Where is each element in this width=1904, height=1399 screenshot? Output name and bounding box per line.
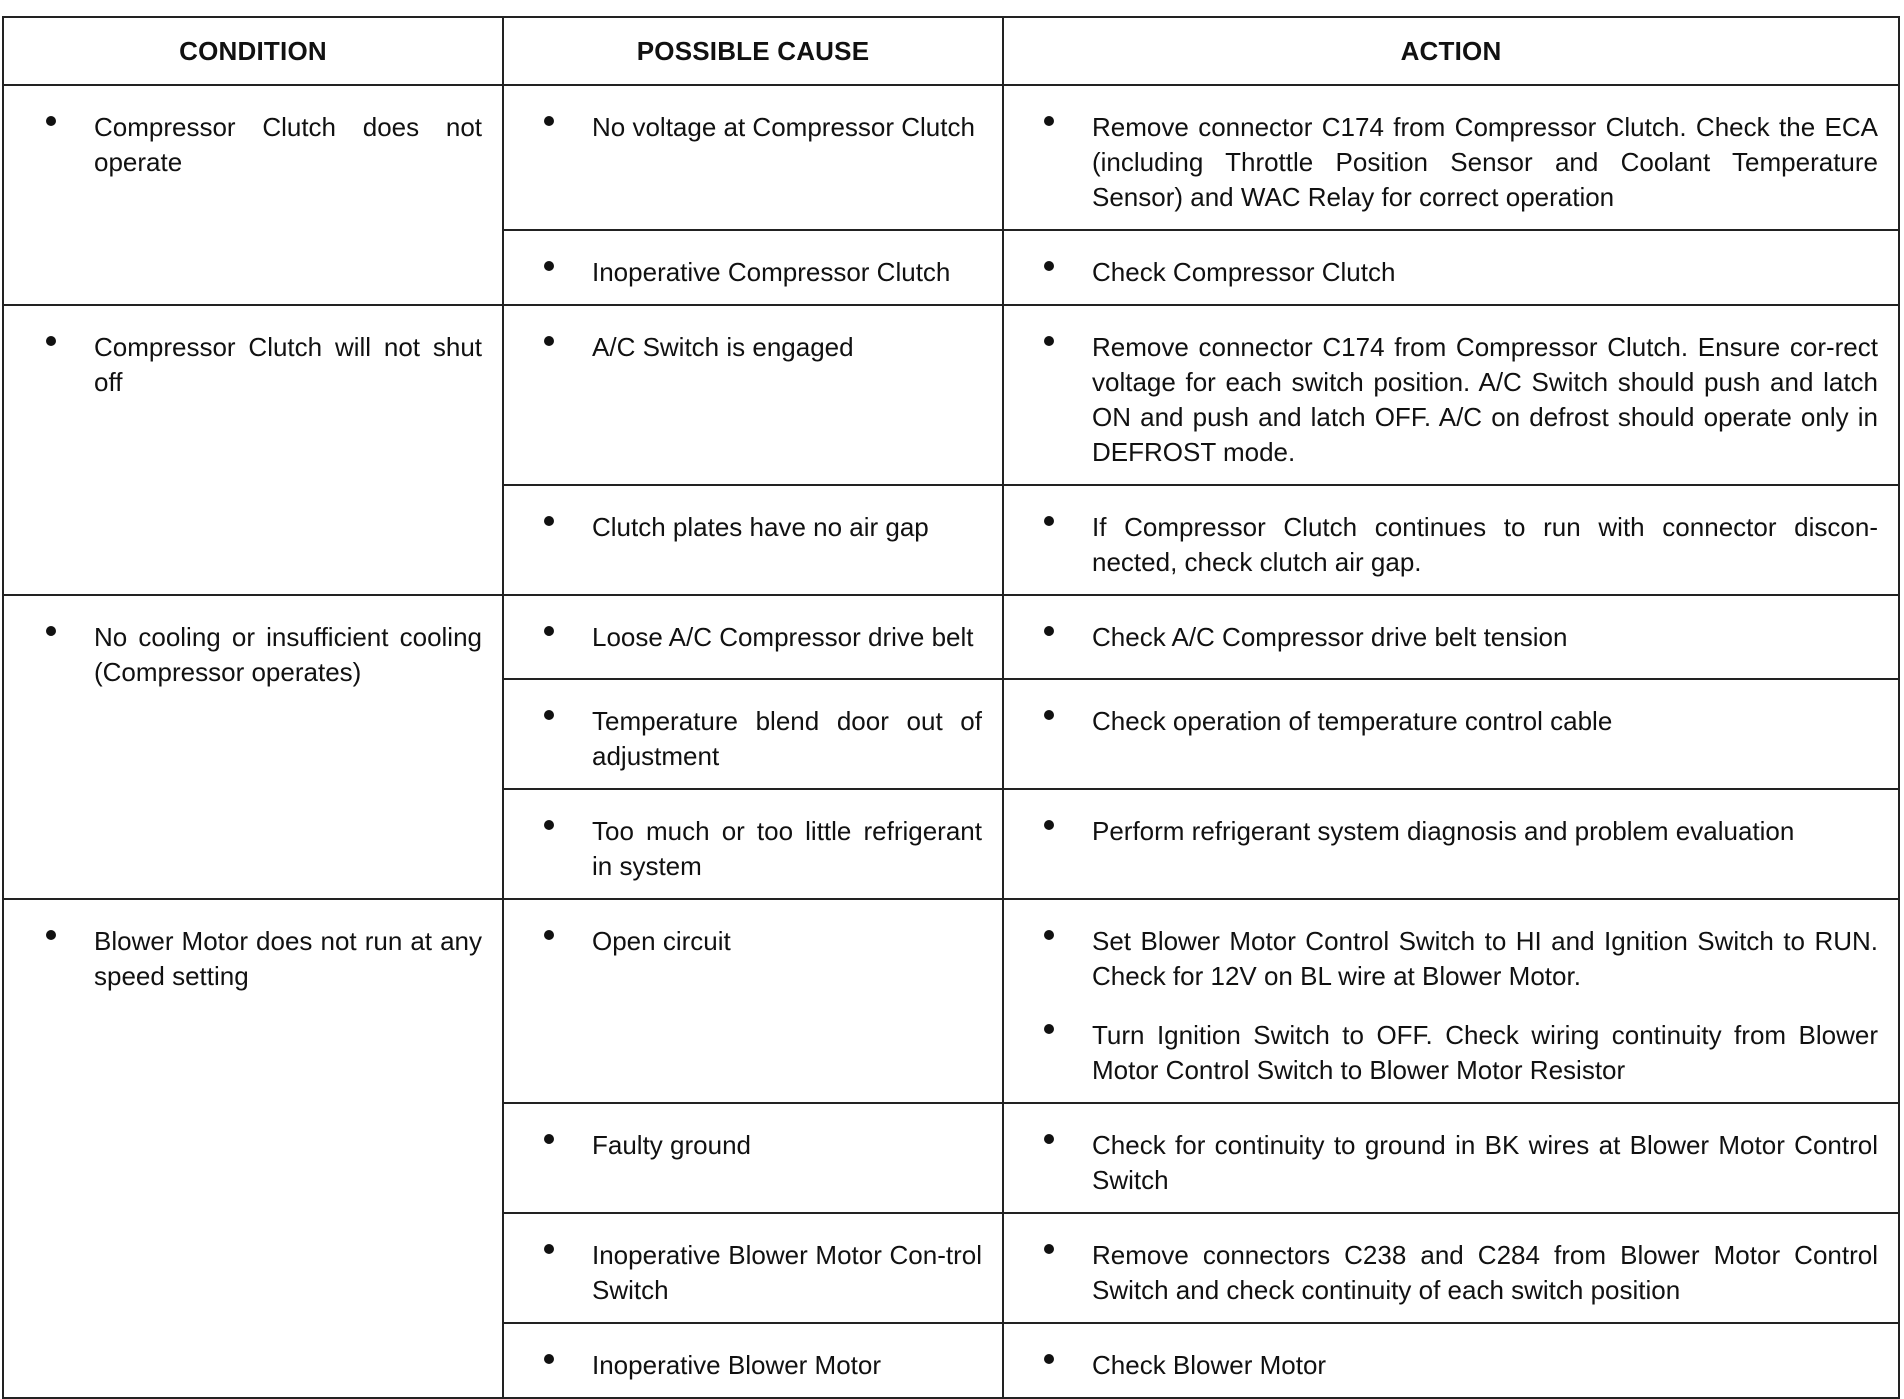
action-item	[1092, 924, 1878, 994]
header-row	[3, 17, 1899, 85]
action-item	[1092, 330, 1878, 470]
condition-content	[4, 900, 502, 1008]
cause-text: Open circuit	[592, 926, 731, 956]
action-cell	[1003, 679, 1899, 789]
action-cell	[1003, 1103, 1899, 1213]
action-content	[1004, 306, 1898, 484]
condition-text: Compressor Clutch does not operate	[94, 112, 482, 177]
bullet-icon	[544, 820, 554, 830]
action-cell	[1003, 305, 1899, 485]
cause-text: Inoperative Blower Motor	[592, 1350, 882, 1380]
action-cell	[1003, 1213, 1899, 1323]
cause-cell	[503, 899, 1003, 1103]
bullet-icon	[544, 1244, 554, 1254]
action-content	[1004, 231, 1898, 304]
bullet-icon	[544, 710, 554, 720]
action-cell	[1003, 899, 1899, 1103]
action-content	[1004, 86, 1898, 229]
action-content	[1004, 596, 1898, 669]
action-item	[1092, 1128, 1878, 1198]
action-cell	[1003, 85, 1899, 230]
table-row	[3, 305, 1899, 485]
bullet-icon	[46, 116, 56, 126]
bullet-icon	[1044, 116, 1054, 126]
action-text: Check Blower Motor	[1092, 1350, 1327, 1380]
cause-cell	[503, 485, 1003, 595]
action-content	[1004, 486, 1898, 594]
cause-text: A/C Switch is engaged	[592, 332, 854, 362]
action-text: Remove connector C174 from Compressor Clutch. Check the ECA (including Throttle Position Sensor and Coolant Temperature Sensor) and WAC Relay for correct operation	[1092, 112, 1878, 212]
cause-cell	[503, 230, 1003, 305]
condition-cell	[3, 899, 503, 1398]
action-content	[1004, 1214, 1898, 1322]
action-content	[1004, 1324, 1898, 1397]
cause-text: Temperature blend door out of adjustment	[592, 706, 982, 771]
cause-content	[504, 790, 1002, 898]
action-item	[1092, 255, 1878, 290]
action-text: Check Compressor Clutch	[1092, 257, 1396, 287]
action-item	[1092, 1238, 1878, 1308]
cause-content	[504, 596, 1002, 669]
table-row	[3, 899, 1899, 1103]
bullet-icon	[1044, 1244, 1054, 1254]
action-text: Turn Ignition Switch to OFF. Check wiring continuity from Blower Motor Control Switch to Blower Motor Resistor	[1092, 1020, 1878, 1085]
action-item	[1092, 620, 1878, 655]
cause-content	[504, 306, 1002, 379]
cause-content	[504, 86, 1002, 159]
cause-cell	[503, 85, 1003, 230]
cause-cell	[503, 789, 1003, 899]
cause-text: Clutch plates have no air gap	[592, 512, 929, 542]
bullet-icon	[544, 516, 554, 526]
cause-cell	[503, 679, 1003, 789]
action-item	[1092, 704, 1878, 739]
cause-text: Inoperative Compressor Clutch	[592, 257, 951, 287]
bullet-icon	[544, 261, 554, 271]
cause-cell	[503, 1323, 1003, 1398]
cause-cell	[503, 595, 1003, 679]
action-item	[1092, 510, 1878, 580]
bullet-icon	[1044, 336, 1054, 346]
bullet-icon	[46, 626, 56, 636]
bullet-icon	[544, 1134, 554, 1144]
condition-text: Compressor Clutch will not shut off	[94, 332, 482, 397]
action-text: Perform refrigerant system diagnosis and problem evaluation	[1092, 816, 1795, 846]
cause-text: No voltage at Compressor Clutch	[592, 112, 975, 142]
action-text: Set Blower Motor Control Switch to HI and Ignition Switch to RUN. Check for 12V on BL wire at Blower Motor.	[1092, 926, 1878, 991]
action-cell	[1003, 1323, 1899, 1398]
cause-text: Too much or too little refrigerant in system	[592, 816, 982, 881]
condition-text: Blower Motor does not run at any speed setting	[94, 926, 482, 991]
table-row	[3, 595, 1899, 679]
condition-header: CONDITION	[3, 17, 503, 85]
cause-text: Inoperative Blower Motor Con-trol Switch	[592, 1240, 982, 1305]
bullet-icon	[544, 930, 554, 940]
bullet-icon	[46, 336, 56, 346]
action-cell	[1003, 789, 1899, 899]
cause-cell	[503, 305, 1003, 485]
action-content	[1004, 790, 1898, 863]
action-text: If Compressor Clutch continues to run with connector discon-nected, check clutch air gap.	[1092, 512, 1878, 577]
cause-content	[504, 1324, 1002, 1397]
bullet-icon	[46, 930, 56, 940]
cause-content	[504, 486, 1002, 559]
condition-cell	[3, 305, 503, 595]
condition-content	[4, 306, 502, 414]
action-text: Remove connector C174 from Compressor Clutch. Ensure cor-rect voltage for each switch position. A/C Switch should push and latch ON and push and latch OFF. A/C on defrost should operate only in DEFROST mode.	[1092, 332, 1878, 467]
condition-cell	[3, 595, 503, 899]
bullet-icon	[544, 626, 554, 636]
cause-content	[504, 680, 1002, 788]
action-item	[1092, 814, 1878, 849]
bullet-icon	[1044, 516, 1054, 526]
cause-text: Faulty ground	[592, 1130, 751, 1160]
action-text: Remove connectors C238 and C284 from Blower Motor Control Switch and check continuity of each switch position	[1092, 1240, 1878, 1305]
bullet-icon	[1044, 1354, 1054, 1364]
cause-content	[504, 1104, 1002, 1177]
condition-cell	[3, 85, 503, 305]
bullet-icon	[1044, 930, 1054, 940]
possible-cause-header: POSSIBLE CAUSE	[503, 17, 1003, 85]
table-row	[3, 85, 1899, 230]
condition-text: No cooling or insufficient cooling (Compressor operates)	[94, 622, 482, 687]
action-cell	[1003, 230, 1899, 305]
bullet-icon	[544, 336, 554, 346]
action-item	[1092, 1348, 1878, 1383]
bullet-icon	[1044, 1134, 1054, 1144]
action-content	[1004, 900, 1898, 1102]
cause-content	[504, 1214, 1002, 1322]
condition-content	[4, 596, 502, 704]
action-text: Check operation of temperature control cable	[1092, 706, 1613, 736]
action-item	[1092, 1018, 1878, 1088]
condition-content	[4, 86, 502, 194]
bullet-icon	[1044, 710, 1054, 720]
action-header: ACTION	[1003, 17, 1899, 85]
action-text: Check for continuity to ground in BK wires at Blower Motor Control Switch	[1092, 1130, 1878, 1195]
action-cell	[1003, 595, 1899, 679]
cause-cell	[503, 1103, 1003, 1213]
bullet-icon	[1044, 1024, 1054, 1034]
cause-cell	[503, 1213, 1003, 1323]
action-item	[1092, 110, 1878, 215]
cause-content	[504, 900, 1002, 973]
table-body	[3, 85, 1899, 1398]
action-text: Check A/C Compressor drive belt tension	[1092, 622, 1568, 652]
cause-text: Loose A/C Compressor drive belt	[592, 622, 974, 652]
bullet-icon	[1044, 261, 1054, 271]
bullet-icon	[1044, 820, 1054, 830]
bullet-icon	[544, 116, 554, 126]
diagnosis-table	[2, 16, 1900, 1399]
action-content	[1004, 680, 1898, 753]
bullet-icon	[1044, 626, 1054, 636]
action-cell	[1003, 485, 1899, 595]
bullet-icon	[544, 1354, 554, 1364]
cause-content	[504, 231, 1002, 304]
action-content	[1004, 1104, 1898, 1212]
